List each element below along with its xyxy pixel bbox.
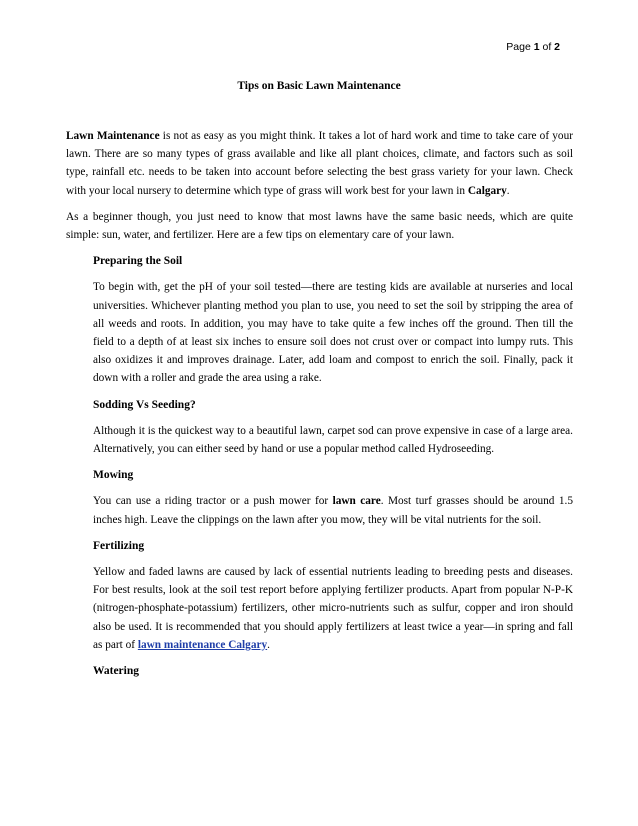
page-number: Page 1 of 2: [506, 41, 560, 53]
section-heading: Preparing the Soil: [93, 255, 183, 268]
section-text: Although it is the quickest way to a beautiful lawn, carpet sod can prove expensive in case of a large area. Alternatively, you can either seed by hand or use a popular method called Hydroseeding.: [93, 424, 573, 456]
lawn-care-term: lawn care: [332, 495, 381, 508]
document-title: Tips on Basic Lawn Maintenance: [237, 80, 401, 92]
section-heading: Fertilizing: [93, 539, 145, 552]
section-sodding-vs-seeding: [93, 396, 573, 459]
intro-paragraph-2: As a beginner though, you just need to know that most lawns have the same basic needs, which are quite simple: sun, water, and fertilizer. Here are a few tips on elementary care of your lawn.: [66, 210, 573, 242]
section-text: Yellow and faded lawns are caused by lack of essential nutrients leading to breeding pests and diseases. For best results, look at the soil test report before applying fertilizer products. Apart from popular N-P-K (nitrogen-phosphate-potassium) fertilizers, other micro-nutrients such as sulfur, copper and iron should also be used. It is recommended that you should apply fertilizers at least twice a year—in spring and fall as part of lawn maintenance Calgary.: [93, 566, 573, 651]
section-heading: Sodding Vs Seeding?: [93, 398, 196, 411]
section-text: You can use a riding tractor or a push mower for lawn care. Most turf grasses should be around 1.5 inches high. Leave the clippings on the lawn after you mow, they will be vital nutrients for the soil.: [93, 495, 573, 526]
section-mowing: [93, 466, 573, 529]
intro-bold-term: Lawn Maintenance: [66, 130, 160, 142]
section-fertilizing: [93, 537, 573, 654]
total-pages: 2: [554, 41, 560, 53]
document-body: [66, 127, 573, 688]
section-heading: Watering: [93, 665, 139, 678]
lawn-maintenance-calgary-link[interactable]: lawn maintenance Calgary: [137, 638, 268, 651]
city-name: Calgary: [467, 184, 507, 197]
intro-paragraph-1: Lawn Maintenance is not as easy as you might think. It takes a lot of hard work and time to take care of your lawn. There are so many types of grass available and like all plant choices, climate, and factors such as soil type, rainfall etc. needs to be taken into account before selecting the best grass variety for your lawn. Check with your local nursery to determine which type of grass will work best for your lawn in Calgary.: [66, 130, 573, 197]
section-watering: [93, 662, 573, 680]
section-text: To begin with, get the pH of your soil tested—there are testing kids are available at nurseries and local universities. Whichever planting method you plan to use, you need to set the soil by stripping the area of all weeds and roots. In addition, you may have to take quite a few inches off the ground. Then till the field to a depth of at least six inches to ensure soil does not crust over or compact into lumpy ruts. This also oxidizes it and improves drainage. Later, add loam and compost to enrich the soil. Finally, pack it down with a roller and grade the area using a rake.: [93, 281, 573, 385]
current-page: 1: [533, 41, 540, 53]
section-heading: Mowing: [93, 469, 134, 482]
section-preparing-soil: [93, 252, 573, 387]
